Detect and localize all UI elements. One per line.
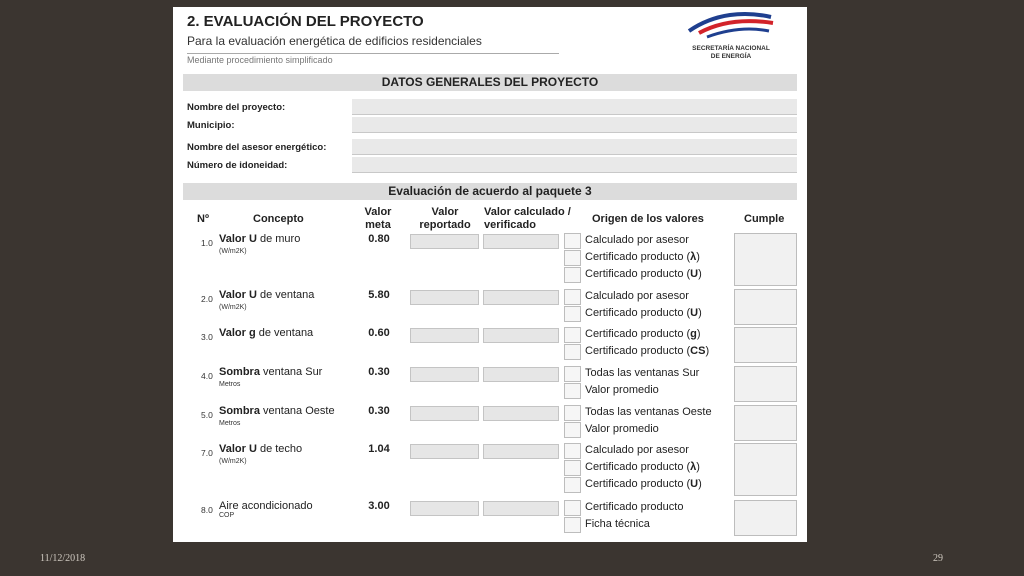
origin-checkbox[interactable]	[564, 477, 581, 493]
reported-value-input[interactable]	[410, 367, 479, 382]
cumple-box[interactable]	[734, 405, 797, 441]
row-target-value: 1.04	[368, 443, 390, 455]
row-target-value: 5.80	[368, 289, 390, 301]
row-number: 2.0	[201, 294, 213, 304]
calculated-value-input[interactable]	[483, 328, 559, 343]
calculated-value-input[interactable]	[483, 290, 559, 305]
calculated-value-input[interactable]	[483, 367, 559, 382]
page-title: 2. EVALUACIÓN DEL PROYECTO	[187, 13, 424, 30]
row-number: 3.0	[201, 332, 213, 342]
origin-label: Certificado producto (CS)	[585, 345, 710, 357]
ministry-logo	[681, 9, 781, 69]
column-header-concept: Concepto	[253, 213, 304, 225]
row-target-value: 0.30	[368, 405, 390, 417]
field-label-advisor: Nombre del asesor energético:	[187, 142, 327, 153]
row-number: 4.0	[201, 371, 213, 381]
row-number: 8.0	[201, 505, 213, 515]
row-concept: Valor U de muro	[219, 233, 301, 245]
row-concept: Valor g de ventana	[219, 327, 314, 339]
origin-label: Certificado producto (U)	[585, 307, 702, 319]
column-header-reported: Valor reportado	[419, 206, 471, 231]
row-concept: Sombra ventana Oeste	[219, 405, 335, 417]
field-project-name[interactable]	[352, 99, 797, 115]
origin-checkbox[interactable]	[564, 250, 581, 266]
origin-checkbox[interactable]	[564, 383, 581, 399]
row-unit: (W/m2K)	[219, 304, 247, 311]
cumple-box[interactable]	[734, 366, 797, 402]
general-data-heading: DATOS GENERALES DEL PROYECTO	[183, 74, 797, 91]
row-concept: Valor U de ventana	[219, 289, 315, 301]
reported-value-input[interactable]	[410, 290, 479, 305]
column-header-cumple: Cumple	[744, 213, 785, 225]
origin-label: Certificado producto	[585, 501, 684, 513]
field-municipality[interactable]	[352, 117, 797, 133]
field-label-municipality: Municipio:	[187, 120, 235, 131]
origin-label: Certificado producto (λ)	[585, 461, 700, 473]
column-header-meta: Valor meta	[364, 206, 392, 231]
field-advisor[interactable]	[352, 139, 797, 155]
logo-text: SECRETARÍA NACIONAL DE ENERGÍA	[692, 45, 770, 60]
divider	[187, 53, 559, 54]
footer-date: 11/12/2018	[40, 553, 86, 564]
origin-label: Valor promedio	[585, 384, 659, 396]
row-target-value: 0.80	[368, 233, 390, 245]
origin-label: Certificado producto (U)	[585, 478, 702, 490]
origin-checkbox[interactable]	[564, 460, 581, 476]
row-target-value: 0.30	[368, 366, 390, 378]
page-subtitle: Para la evaluación energética de edificios residenciales	[187, 34, 482, 48]
page-subsubtitle: Mediante procedimiento simplificado	[187, 55, 333, 65]
row-unit: Metros	[219, 381, 241, 388]
field-suitability-number[interactable]	[352, 157, 797, 173]
calculated-value-input[interactable]	[483, 406, 559, 421]
row-number: 1.0	[201, 238, 213, 248]
origin-label: Calculado por asesor	[585, 290, 689, 302]
row-target-value: 3.00	[368, 500, 390, 512]
origin-label: Calculado por asesor	[585, 444, 689, 456]
cumple-box[interactable]	[734, 233, 797, 286]
origin-label: Certificado producto (λ)	[585, 251, 700, 263]
column-header-num: Nº	[197, 213, 209, 225]
origin-label: Certificado producto (g)	[585, 328, 701, 340]
cumple-box[interactable]	[734, 500, 797, 536]
cumple-box[interactable]	[734, 289, 797, 325]
row-unit: (W/m2K)	[219, 458, 247, 465]
origin-checkbox[interactable]	[564, 344, 581, 360]
origin-checkbox[interactable]	[564, 366, 581, 382]
field-label-project-name: Nombre del proyecto:	[187, 102, 286, 113]
origin-checkbox[interactable]	[564, 422, 581, 438]
row-concept: Sombra ventana Sur	[219, 366, 323, 378]
origin-label: Todas las ventanas Sur	[585, 367, 700, 379]
row-concept: Aire acondicionado	[219, 500, 313, 512]
reported-value-input[interactable]	[410, 406, 479, 421]
origin-checkbox[interactable]	[564, 289, 581, 305]
row-concept: Valor U de techo	[219, 443, 303, 455]
origin-checkbox[interactable]	[564, 443, 581, 459]
field-label-suitability-number: Número de idoneidad:	[187, 160, 288, 171]
row-number: 5.0	[201, 410, 213, 420]
origin-label: Calculado por asesor	[585, 234, 689, 246]
reported-value-input[interactable]	[410, 444, 479, 459]
origin-checkbox[interactable]	[564, 500, 581, 516]
document-page	[173, 7, 807, 542]
reported-value-input[interactable]	[410, 501, 479, 516]
reported-value-input[interactable]	[410, 234, 479, 249]
evaluation-heading: Evaluación de acuerdo al paquete 3	[183, 183, 797, 200]
row-unit: (W/m2K)	[219, 248, 247, 255]
origin-label: Todas las ventanas Oeste	[585, 406, 712, 418]
row-target-value: 0.60	[368, 327, 390, 339]
origin-label: Ficha técnica	[585, 518, 650, 530]
origin-checkbox[interactable]	[564, 267, 581, 283]
column-header-calculated: Valor calculado / verificado	[484, 206, 571, 231]
origin-checkbox[interactable]	[564, 405, 581, 421]
row-unit: COP	[219, 512, 235, 519]
row-number: 7.0	[201, 448, 213, 458]
calculated-value-input[interactable]	[483, 444, 559, 459]
origin-checkbox[interactable]	[564, 517, 581, 533]
origin-label: Certificado producto (U)	[585, 268, 702, 280]
origin-label: Valor promedio	[585, 423, 659, 435]
cumple-box[interactable]	[734, 327, 797, 363]
calculated-value-input[interactable]	[483, 234, 559, 249]
row-unit: Metros	[219, 420, 241, 427]
cumple-box[interactable]	[734, 443, 797, 496]
calculated-value-input[interactable]	[483, 501, 559, 516]
flag-swoosh-icon	[685, 9, 777, 43]
footer-page-number: 29	[933, 553, 943, 564]
reported-value-input[interactable]	[410, 328, 479, 343]
column-header-origin: Origen de los valores	[592, 213, 704, 225]
origin-checkbox[interactable]	[564, 327, 581, 343]
origin-checkbox[interactable]	[564, 233, 581, 249]
origin-checkbox[interactable]	[564, 306, 581, 322]
